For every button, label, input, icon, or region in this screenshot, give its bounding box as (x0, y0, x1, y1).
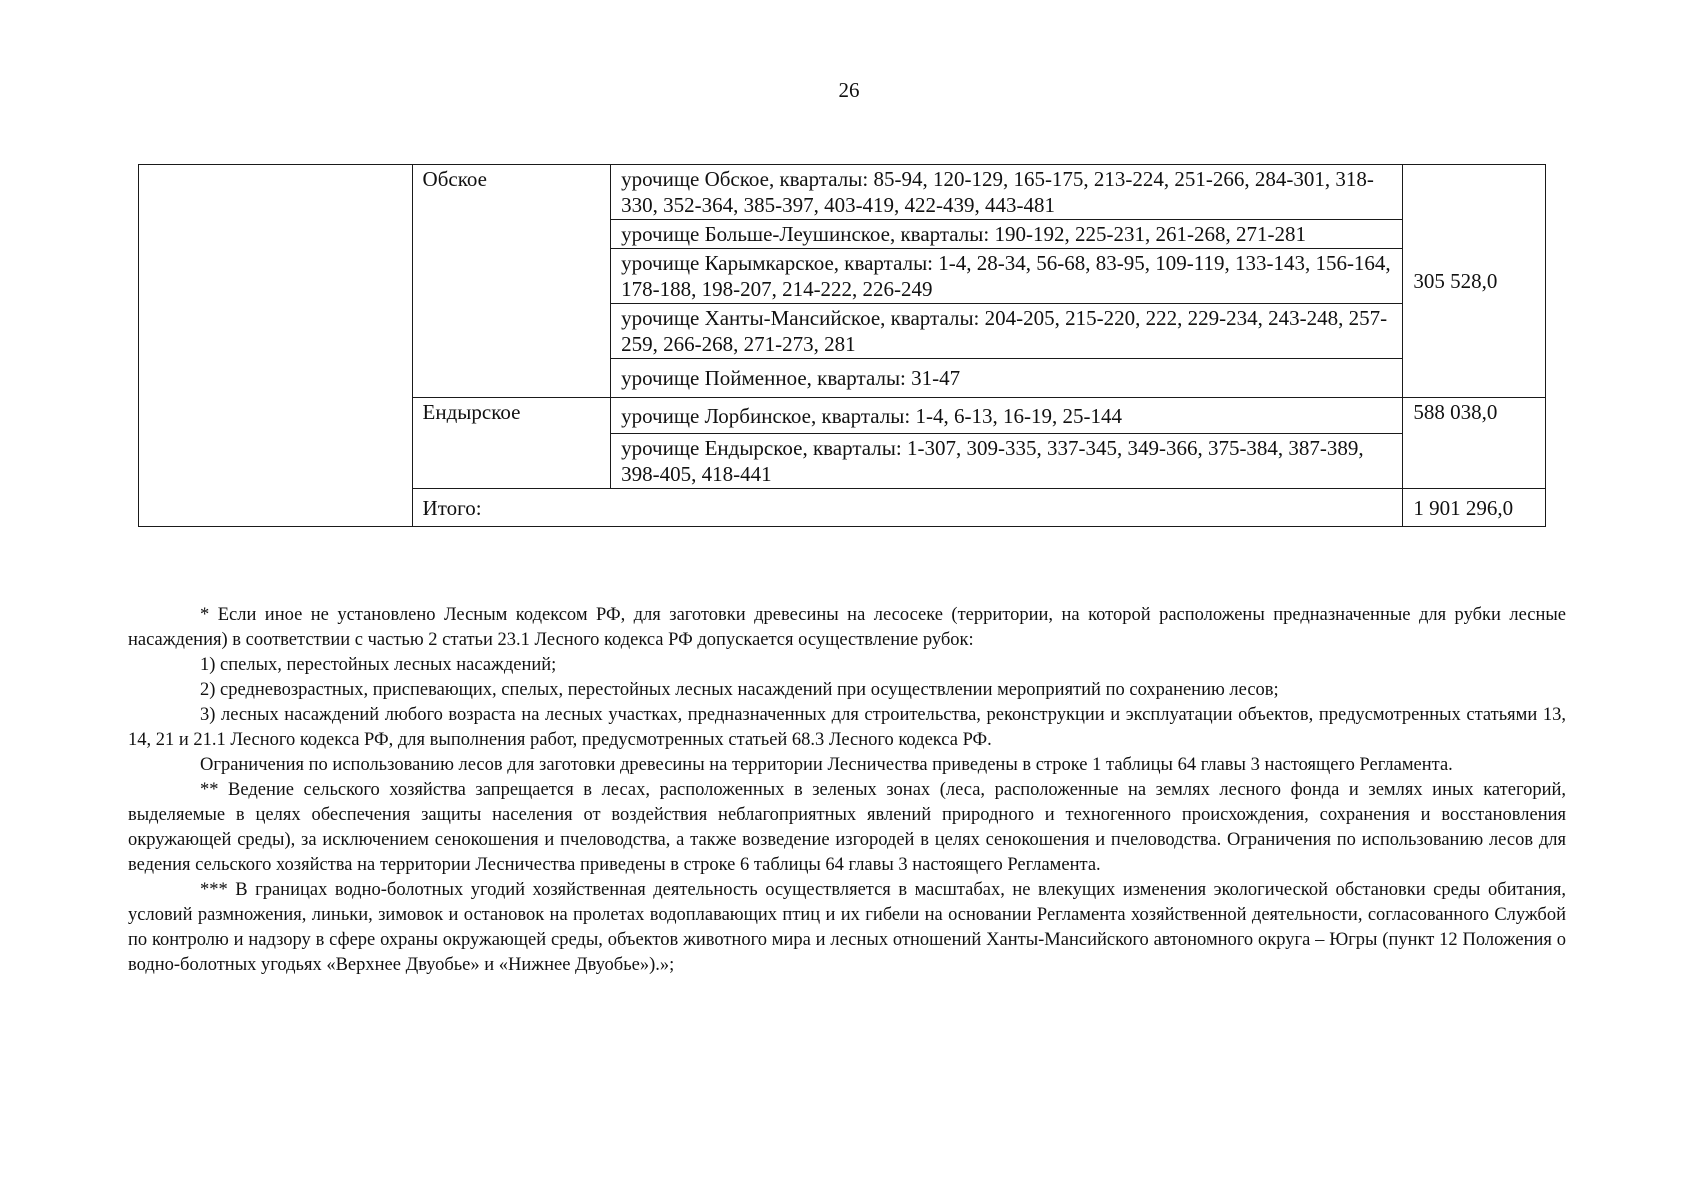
area-cell: 588 038,0 (1403, 398, 1546, 489)
tract-cell: урочище Обское, кварталы: 85-94, 120-129, 165-175, 213-224, 251-266, 284-301, 318-330, 352-364, 385-397, 403-419, 422-439, 443-481 (611, 165, 1403, 220)
tract-cell: урочище Карымкарское, кварталы: 1-4, 28-34, 56-68, 83-95, 109-119, 133-143, 156-164, 178-188, 198-207, 214-222, 226-249 (611, 249, 1403, 304)
footnote-paragraph: ** Ведение сельского хозяйства запрещается в лесах, расположенных в зеленых зонах (леса, расположенные на землях лесного фонда и землях иных категорий, выделяемые в целях обеспечения защиты населения от воздействия неблагоприятных явлений природного и техногенного происхождения, сохранения и восстановления окружающей среды), за исключением сенокошения и пчеловодства, а также возведение изгородей в целях сенокошения и пчеловодства. Ограничения по использованию лесов для ведения сельского хозяйства на территории Лесничества приведены в строке 6 таблицы 64 главы 3 настоящего Регламента. (128, 780, 1566, 875)
area-cell: 305 528,0 (1403, 165, 1546, 398)
footnote-paragraph: *** В границах водно-болотных угодий хозяйственная деятельность осуществляется в масштабах, не влекущих изменения экологической обстановки среды обитания, условий размножения, линьки, зимовок и остановок на пролетах водоплавающих птиц и их гибели на основании Регламента хозяйственной деятельности, согласованного Службой по контролю и надзору в сфере охраны окружающей среды, объектов животного мира и лесных отношений Ханты-Мансийского автономного округа – Югры (пункт 12 Положения о водно-болотных угодьях «Верхнее Двуобье» и «Нижнее Двуобье»).»; (128, 880, 1566, 975)
total-label: Итого: (412, 489, 1403, 527)
footnote-paragraph: * Если иное не установлено Лесным кодексом РФ, для заготовки древесины на лесосеке (территории, на которой расположены предназначенные для рубки лесные насаждения) в соответствии с частью 2 статьи 23.1 Лесного кодекса РФ допускается осуществление рубок: (128, 605, 1566, 650)
district-cell: Ендырское (412, 398, 611, 489)
tract-cell: урочище Больше-Леушинское, кварталы: 190-192, 225-231, 261-268, 271-281 (611, 220, 1403, 249)
footnote-paragraph: Ограничения по использованию лесов для заготовки древесины на территории Лесничества приведены в строке 1 таблицы 64 главы 3 настоящего Регламента. (200, 755, 1453, 775)
forest-districts-table (138, 164, 1546, 527)
tract-cell: урочище Лорбинское, кварталы: 1-4, 6-13, 16-19, 25-144 (611, 398, 1403, 434)
footnote-paragraph: 1) спелых, перестойных лесных насаждений; (200, 655, 557, 675)
total-value: 1 901 296,0 (1403, 489, 1546, 527)
empty-cell (139, 165, 413, 527)
footnotes (128, 603, 1566, 978)
tract-cell: урочище Пойменное, кварталы: 31-47 (611, 359, 1403, 398)
tract-cell: урочище Ендырское, кварталы: 1-307, 309-335, 337-345, 349-366, 375-384, 387-389, 398-405, 418-441 (611, 434, 1403, 489)
footnote-paragraph: 2) средневозрастных, приспевающих, спелых, перестойных лесных насаждений при осуществлении мероприятий по сохранению лесов; (200, 680, 1279, 700)
footnote-paragraph: 3) лесных насаждений любого возраста на лесных участках, предназначенных для строительства, реконструкции и эксплуатации объектов, предусмотренных статьями 13, 14, 21 и 21.1 Лесного кодекса РФ, для выполнения работ, предусмотренных статьей 68.3 Лесного кодекса РФ. (128, 705, 1566, 750)
district-cell: Обское (412, 165, 611, 398)
page-number: 26 (838, 78, 860, 102)
table-row (139, 165, 1546, 220)
tract-cell: урочище Ханты-Мансийское, кварталы: 204-205, 215-220, 222, 229-234, 243-248, 257-259, 266-268, 271-273, 281 (611, 304, 1403, 359)
